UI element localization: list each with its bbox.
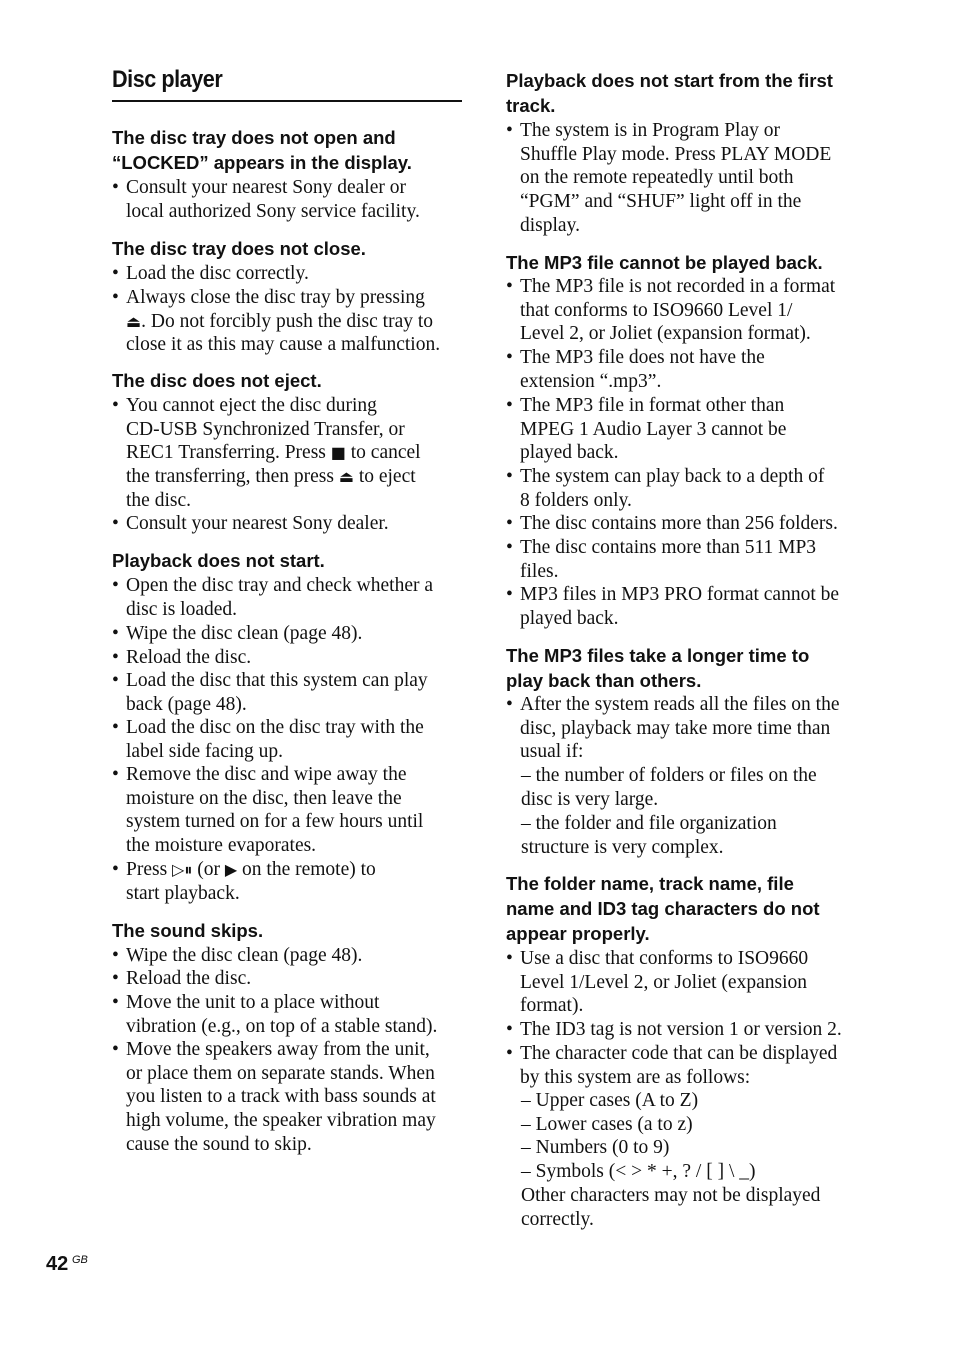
item-text: on the remote) to start playback. [126,859,376,904]
sub-item: – the folder and file organization structure is very complex. [521,813,777,858]
list-item: • After the system reads all the files on the disc, playback may take more time than usual if: [506,693,839,764]
list-item: • The character code that can be displayed by this system are as follows: [506,1042,837,1089]
heading-tray-locked: The disc tray does not open and “LOCKED” appears in the display. [112,127,412,173]
list-item: • Use a disc that conforms to ISO9660 Level 1/Level 2, or Joliet (expansion format). [506,947,808,1018]
list-item [112,286,440,357]
heading-not-first-track: Playback does not start from the first track. [506,70,833,116]
list-item: • The MP3 file in format other than MPEG 1 Audio Layer 3 cannot be played back. [506,394,786,465]
item-text: to eject the disc. [126,466,416,511]
list-item: • Load the disc correctly. [112,262,309,286]
item-text: Press [126,859,173,880]
sub-item: – the number of folders or files on the disc is very large. [521,765,817,810]
sub-item: – Numbers (0 to 9) [521,1137,670,1158]
section-title: Disc player [112,66,223,93]
item-text: You cannot eject the disc during CD-USB Synchronized Transfer, or REC1 Transferring. Press [126,395,405,464]
list-item [112,858,376,905]
list-item: • Remove the disc and wipe away the moisture on the disc, then leave the system turned on for a few hours until the moisture evaporates. [112,763,423,858]
sub-item: – Symbols (< > * +, ? / [ ] \ _) [521,1161,756,1182]
section-divider [112,100,462,102]
list-item: • The MP3 file is not recorded in a format that conforms to ISO9660 Level 1/ Level 2, or Joliet (expansion format). [506,275,835,346]
list-item: • The ID3 tag is not version 1 or version 2. [506,1018,842,1042]
list-item: • Wipe the disc clean (page 48). [112,944,362,968]
list-item: • The system can play back to a depth of 8 folders only. [506,465,824,512]
list-item: • Open the disc tray and check whether a disc is loaded. [112,574,433,621]
heading-mp3-longer-time: The MP3 files take a longer time to play back than others. [506,645,810,691]
list-item: • Move the speakers away from the unit, or place them on separate stands. When you listen to a track with bass sounds at high volume, the speaker vibration may cause the sound to skip. [112,1038,436,1157]
list-item: • The disc contains more than 511 MP3 files. [506,536,816,583]
list-item: • Consult your nearest Sony dealer or local authorized Sony service facility. [112,176,420,223]
list-item: • Wipe the disc clean (page 48). [112,622,362,646]
list-item: • Reload the disc. [112,646,251,670]
list-item [112,394,421,513]
play-icon: ▶ [224,860,238,879]
eject-icon: ⏏ [338,467,354,487]
eject-icon: ⏏ [126,311,142,331]
page-suffix: GB [72,1254,88,1266]
list-item: • Load the disc on the disc tray with the label side facing up. [112,716,424,763]
list-item: • Reload the disc. [112,967,251,991]
play-pause-icon: ▷⏸ [172,860,193,879]
heading-characters-not-appear: The folder name, track name, file name and ID3 tag characters do not appear properly. [506,873,820,944]
item-text: to cancel the transferring, then press [126,442,421,488]
stop-icon: ■ [330,443,346,463]
page-number: 42 [46,1253,69,1275]
heading-tray-not-close: The disc tray does not close. [112,238,366,259]
list-item: • Move the unit to a place without vibration (e.g., on top of a stable stand). [112,991,437,1038]
list-item: • The disc contains more than 256 folders. [506,512,838,536]
list-item: • The MP3 file does not have the extension “.mp3”. [506,346,765,393]
item-text: Always close the disc tray by pressing [126,287,425,308]
item-text: . Do not forcibly push the disc tray to close it as this may cause a malfunction. [126,310,441,356]
list-item: • Load the disc that this system can play back (page 48). [112,669,428,716]
heading-disc-not-eject: The disc does not eject. [112,370,322,391]
item-text: (or [192,859,225,880]
note-text: Other characters may not be displayed correctly. [521,1185,821,1230]
list-item: • MP3 files in MP3 PRO format cannot be played back. [506,583,839,630]
list-item: • The system is in Program Play or Shuffle Play mode. Press PLAY MODE on the remote repeatedly until both “PGM” and “SHUF” light off in the display. [506,119,831,238]
list-item: • Consult your nearest Sony dealer. [112,512,389,536]
sub-item: – Lower cases (a to z) [521,1114,693,1135]
sub-item: – Upper cases (A to Z) [521,1090,699,1111]
heading-sound-skips: The sound skips. [112,920,264,941]
heading-mp3-cannot-play: The MP3 file cannot be played back. [506,252,823,273]
heading-playback-not-start: Playback does not start. [112,550,325,571]
